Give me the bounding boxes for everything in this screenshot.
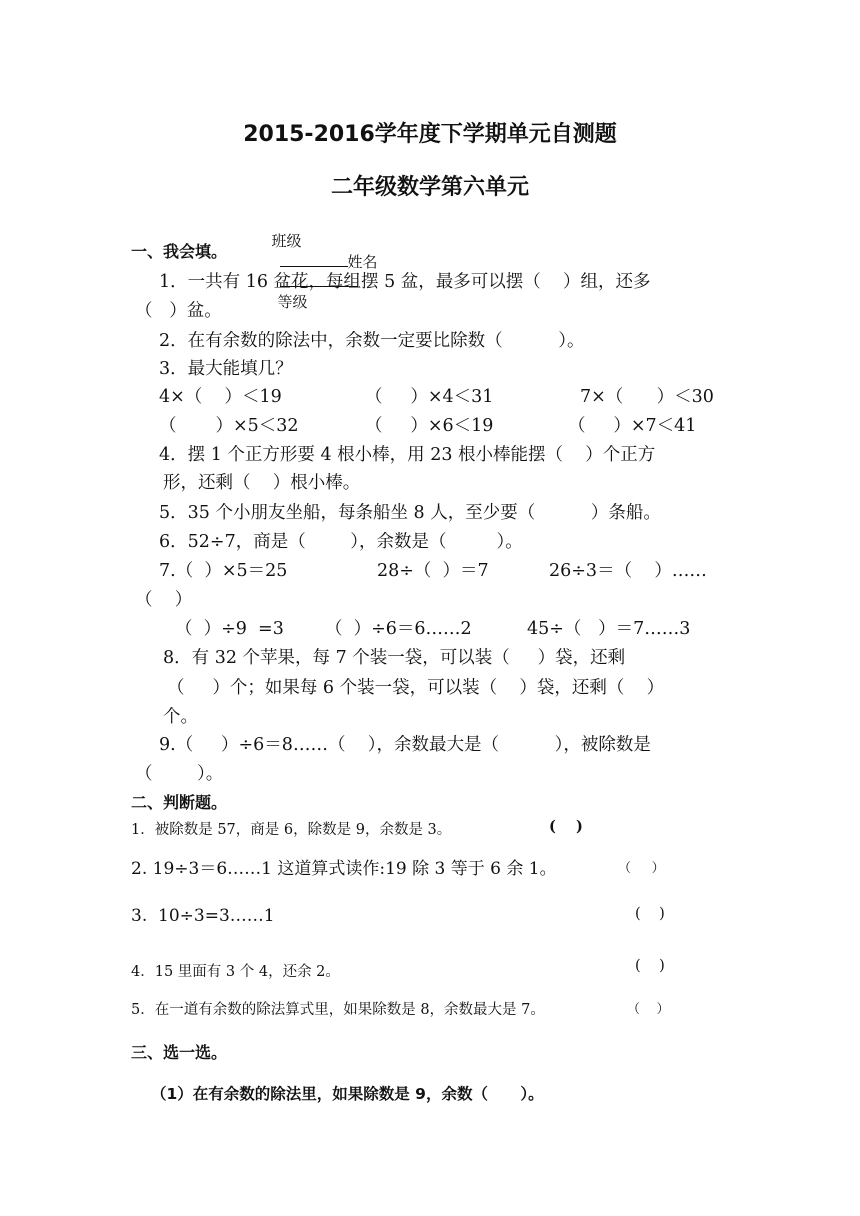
q3-item-c: 7×（ ）＜30 (580, 387, 714, 407)
q6-line: 6．52÷7，商是（ ），余数是（ ）。 (159, 532, 523, 552)
student-info-row (262, 212, 378, 312)
q3-item-d: （ ）×5＜32 (159, 416, 299, 436)
judge-item-1: 1．被除数是 57，商是 6，除数是 9，余数是 3。 (131, 822, 452, 838)
judge-answer-1[interactable]: ( ) (549, 818, 583, 835)
q7-item-b: 28÷（ ）＝7 (377, 561, 489, 581)
q1-line1: 1．一共有 16 盆花，每组摆 5 盆，最多可以摆（ ）组，还多 (159, 272, 651, 292)
q8-line1: 8．有 32 个苹果，每 7 个装一袋，可以装（ ）袋，还剩 (163, 648, 626, 668)
q7-item-e: （ ）÷6＝6……2 (325, 619, 472, 639)
q3-item-a: 4×（ ）＜19 (159, 387, 282, 407)
judge-answer-4[interactable]: ( ) (635, 958, 665, 974)
q3-item-b: （ ）×4＜31 (365, 387, 494, 407)
q7-item-c: 26÷3＝（ ）…… (549, 561, 707, 581)
q3-line: 3．最大能填几？ (159, 359, 293, 379)
class-blank[interactable] (280, 252, 348, 267)
q7-item-d: （ ）÷9 =3 (175, 619, 284, 639)
q3-item-e: （ ）×6＜19 (365, 416, 494, 436)
q8-line3: 个。 (163, 707, 198, 727)
section-heading-judge: 二、判断题。 (131, 793, 228, 812)
class-label: 班级 (271, 232, 302, 250)
grade-label: 等级 (277, 293, 308, 311)
name-label: 姓名 (347, 253, 378, 271)
section-heading-choose: 三、选一选。 (131, 1043, 228, 1062)
judge-item-5: 5．在一道有余数的除法算式里，如果除数是 8，余数最大是 7。 (131, 1002, 545, 1018)
q9-line2: （ ）。 (135, 764, 224, 784)
q2-line: 2．在有余数的除法中，余数一定要比除数（ ）。 (159, 331, 585, 351)
q5-line: 5．35 个小朋友坐船，每条船坐 8 人，至少要（ ）条船。 (159, 503, 661, 523)
q7-item-c-cont: （ ） (135, 590, 193, 610)
section-heading-fill: 一、我会填。 (131, 242, 228, 261)
choose-question-1: （1）在有余数的除法里，如果除数是 9，余数（ ）。 (151, 1085, 544, 1103)
page-title: 2015-2016学年度下学期单元自测题 (243, 122, 617, 147)
q9-line1: 9.（ ）÷6＝8……（ ），余数最大是（ ），被除数是 (159, 735, 651, 755)
page-subtitle: 二年级数学第六单元 (330, 175, 529, 200)
q3-item-f: （ ）×7＜41 (568, 416, 697, 436)
judge-item-4: 4．15 里面有 3 个 4，还余 2。 (131, 964, 340, 980)
judge-item-3: 3. 10÷3=3……1 (131, 906, 275, 926)
q1-line2: （ ）盆。 (135, 301, 222, 321)
judge-answer-3[interactable]: ( ) (635, 906, 665, 922)
q7-item-a: 7.（ ）×5＝25 (159, 561, 288, 581)
q4-line2: 形，还剩（ ）根小棒。 (163, 473, 361, 493)
judge-item-2: 2. 19÷3＝6……1 这道算式读作:19 除 3 等于 6 余 1。 (131, 859, 557, 879)
q4-line1: 4．摆 1 个正方形要 4 根小棒，用 23 根小棒能摆（ ）个正方 (159, 445, 656, 465)
judge-answer-2[interactable]: （ ） (618, 861, 665, 876)
judge-answer-5[interactable]: （ ） (627, 1002, 670, 1017)
q7-item-f: 45÷（ ）＝7……3 (527, 619, 691, 639)
q8-line2: （ ）个；如果每 6 个装一袋，可以装（ ）袋，还剩（ ） (167, 678, 665, 698)
